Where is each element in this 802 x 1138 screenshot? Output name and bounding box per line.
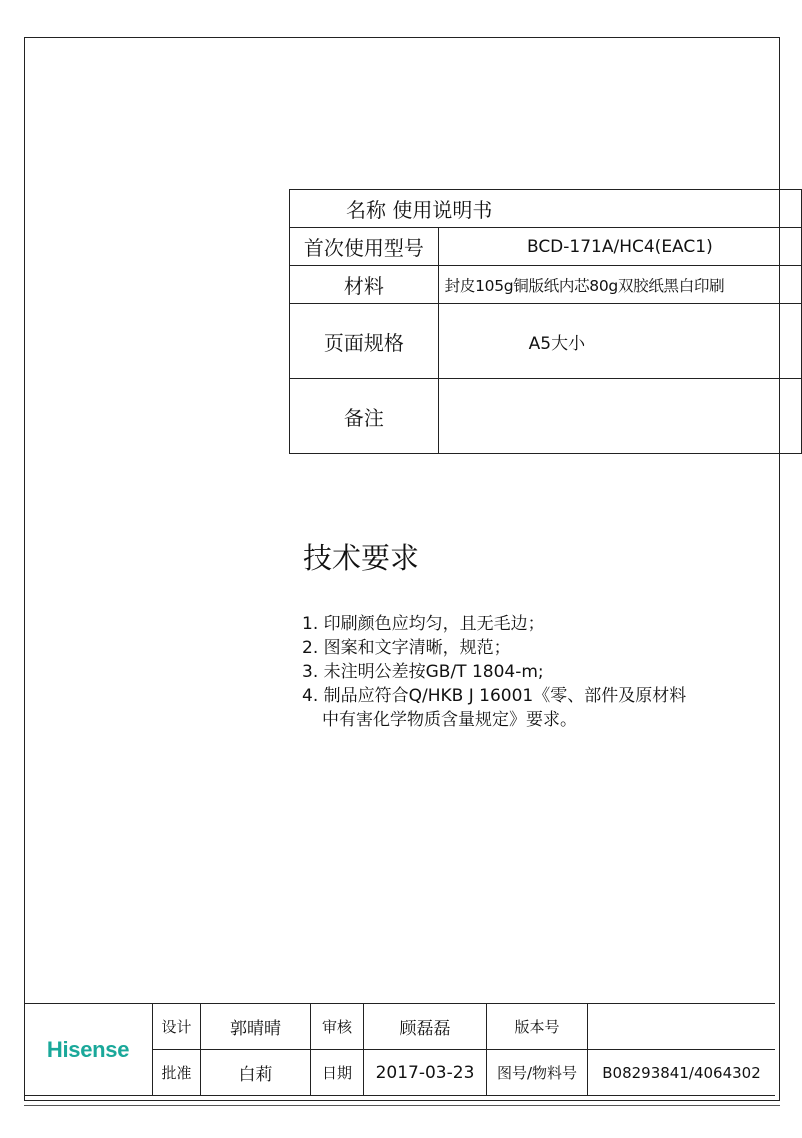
info-table: [289, 189, 802, 454]
material-label: 材料: [290, 266, 439, 304]
date-label: 日期: [311, 1050, 364, 1096]
name-cell: [290, 190, 802, 228]
version-value: [588, 1004, 776, 1050]
drawing-label: 图号/物料号: [487, 1050, 588, 1096]
requirements-list: [302, 612, 686, 732]
drawing-value: B08293841/4064302: [588, 1050, 776, 1096]
version-label: 版本号: [487, 1004, 588, 1050]
title-block-row-1: [24, 1004, 775, 1050]
name-value: 使用说明书: [392, 198, 493, 222]
info-row-name: [290, 190, 802, 228]
requirement-item: 1. 印刷颜色应均匀，且无毛边；: [302, 614, 545, 634]
approve-value: 白莉: [201, 1050, 311, 1096]
page-spec-label: 页面规格: [290, 304, 439, 379]
info-row-remarks: [290, 379, 802, 454]
page-spec-value: A5大小: [438, 304, 801, 379]
info-row-model: [290, 228, 802, 266]
requirement-item: 4. 制品应符合Q/HKB J 16001《零、部件及原材料: [302, 686, 687, 706]
design-value: 郭晴晴: [201, 1004, 311, 1050]
review-label: 审核: [311, 1004, 364, 1050]
requirement-item-continued: 中有害化学物质含量规定》要求。: [322, 710, 577, 730]
model-value: BCD-171A/HC4(EAC1): [438, 228, 801, 266]
date-value: 2017-03-23: [364, 1050, 487, 1096]
name-label: 名称: [346, 198, 386, 222]
design-label: 设计: [153, 1004, 201, 1050]
info-row-page-spec: [290, 304, 802, 379]
title-block: [24, 1003, 775, 1096]
logo-cell: [24, 1004, 153, 1096]
requirements-title: 技术要求: [303, 541, 420, 575]
model-label: 首次使用型号: [290, 228, 439, 266]
requirement-item: 3. 未注明公差按GB/T 1804-m;: [302, 662, 544, 682]
hisense-logo: Hisense: [46, 1036, 130, 1062]
requirement-item: 2. 图案和文字清晰，规范；: [302, 638, 511, 658]
info-row-material: [290, 266, 802, 304]
approve-label: 批准: [153, 1050, 201, 1096]
bottom-rule: [24, 1105, 780, 1106]
remarks-label: 备注: [290, 379, 439, 454]
review-value: 顾磊磊: [364, 1004, 487, 1050]
material-value: 封皮105g铜版纸内芯80g双胶纸黑白印刷: [438, 266, 801, 304]
remarks-value: [438, 379, 801, 454]
